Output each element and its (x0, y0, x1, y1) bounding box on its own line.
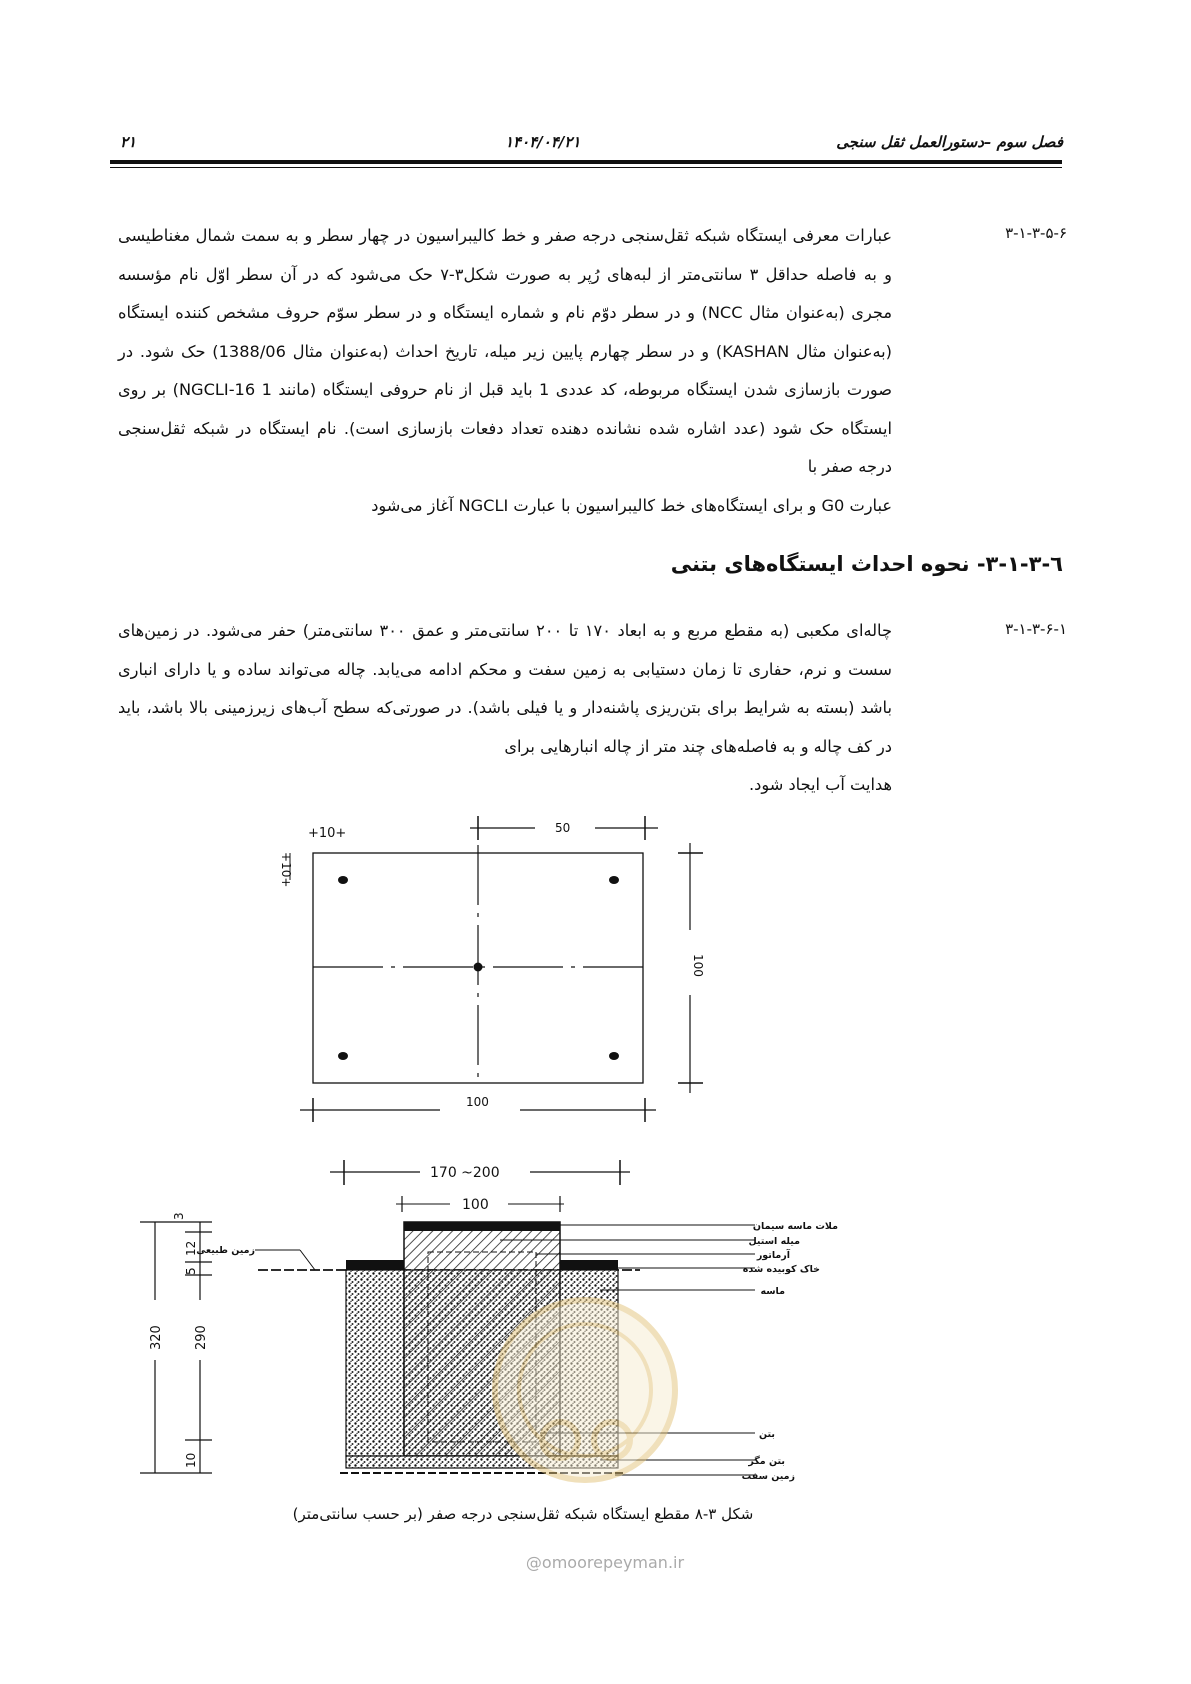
header-rule (110, 160, 1062, 164)
seal-watermark (495, 1300, 675, 1480)
dim-label-100-bottom: 100 (466, 1095, 489, 1109)
layer-label-sand: ماسه (760, 1286, 785, 1297)
watermark: @omoorepeyman.ir (525, 1553, 685, 1572)
dim-label-10: 10 (184, 1452, 198, 1468)
page-number: ۲۱ (120, 133, 137, 151)
dim-label-320: 320 (149, 1325, 164, 1350)
layer-label-hard-ground: زمین سفت (741, 1471, 795, 1482)
paragraph-last-line: عبارت G0 و برای ایستگاه‌های خط کالیبراسیون با عبارت NGCLI آغاز می‌شود (371, 495, 892, 515)
bolt-marker (338, 1052, 348, 1060)
rebar-cage (428, 1252, 536, 1442)
dim-label-3: 3 (172, 1212, 186, 1220)
plan-view (279, 816, 705, 1122)
paragraph-body: چاله‌ای مکعبی (به مقطع مربع و به ابعاد ۱۷۰ تا ۲۰۰ سانتی‌متر و عمق ۳۰۰ سانتی‌متر) حفر می‌شود. در زمین‌های سست و نرم، حفاری تا زمان دستیابی به زمین سفت و محکم ادامه می‌یابد. چاله می‌تواند ساده و یا دارای انباری باشد (بسته به شرایط برای بتن‌ریزی پاشنه‌دار و یا فیلی باشد). در صورتی‌که سطح آب‌های زیرزمینی بالا باشد، باید در کف چاله و به فاصله‌های چند متر از چاله انبارهایی برای (118, 621, 892, 756)
paragraph-last-line: هدایت آب ایجاد شود. (749, 775, 892, 794)
header-rule-thin (110, 167, 1062, 168)
section-number: ۳-۱-۳-۶-۱ (1005, 620, 1067, 638)
center-marker (474, 963, 483, 972)
layer-label-concrete: بتن (759, 1429, 775, 1440)
dim-label-5: 5 (184, 1267, 198, 1275)
layer-label-compacted-soil: خاک کوبیده شده (742, 1264, 820, 1275)
concrete-pier (404, 1222, 560, 1456)
ground-surface (560, 1260, 618, 1270)
paragraph-body: عبارات معرفی ایستگاه شبکه ثقل‌سنجی درجه صفر و خط کالیبراسیون در چهار سطر و به سمت شمال مغناطیسی و به فاصله حداقل ۳ سانتی‌متر از لبه‌های رُپر به صورت شکل۳-۷ حک می‌شود که در آن سطر اوّل نام مؤسسه مجری (به‌عنوان مثال NCC) و در سطر دوّم نام و شماره ایستگاه و در سطر سوّم حروف مشخص کننده ایستگاه (به‌عنوان مثال KASHAN) و در سطر چهارم پایین زیر میله، تاریخ احداث (به‌عنوان مثال 1388/06) حک شود. در صورت بازسازی شدن ایستگاه مربوطه، کد عددی 1 باید قبل از نام حروفی ایستگاه (مانند 1 NGCLI-16) بر روی ایستگاه حک شود (عدد اشاره شده نشانده دهنده تعداد دفعات بازسازی است). نام ایستگاه در شبکه ثقل‌سنجی درجه صفر با (118, 226, 893, 476)
dim-label-100-right: 100 (691, 954, 705, 977)
lean-concrete (346, 1456, 618, 1468)
layer-label-lean-concrete: بتن مگر (748, 1456, 785, 1467)
cement-mortar-cap (404, 1222, 560, 1231)
section-number: ۳-۱-۳-۵-۶ (1005, 224, 1067, 242)
layer-label-rebar: آرماتور (756, 1250, 790, 1261)
bolt-marker (338, 876, 348, 884)
plan-outline (313, 853, 643, 1083)
chapter-title: فصل سوم –دستورالعمل ثقل سنجی (836, 133, 1063, 151)
layer-label-mortar: ملات ماسه سیمان (752, 1221, 838, 1232)
dim-label-290: 290 (194, 1325, 209, 1350)
leader-line (300, 1250, 315, 1270)
dim-label-100: 100 (462, 1197, 489, 1213)
section-heading: ٦-٣-١-٣- نحوه احداث ایستگاه‌های بتنی (670, 552, 1063, 576)
dim-label-170-200: 170 ~200 (430, 1165, 500, 1181)
layer-label-steel-rod: میله استیل (748, 1236, 800, 1247)
figure-caption: شکل ۳-۸ مقطع ایستگاه شبکه ثقل‌سنجی درجه صفر (بر حسب سانتی‌متر) (292, 1505, 754, 1523)
ground-surface (346, 1260, 404, 1270)
compacted-soil (346, 1270, 618, 1456)
bolt-marker (609, 1052, 619, 1060)
dim-label-10-vertical: +10+ (279, 852, 293, 888)
section-view (140, 1160, 838, 1482)
header-date: ۱۴۰۴/۰۴/۲۱ (505, 133, 581, 151)
natural-ground-label: زمین طبیعی (196, 1245, 255, 1256)
paragraph (118, 217, 892, 525)
dim-label-50: 50 (555, 821, 571, 835)
paragraph (118, 612, 892, 805)
bolt-marker (609, 876, 619, 884)
dim-label-10: +10+ (308, 826, 347, 841)
dim-label-12: 12 (184, 1240, 198, 1256)
